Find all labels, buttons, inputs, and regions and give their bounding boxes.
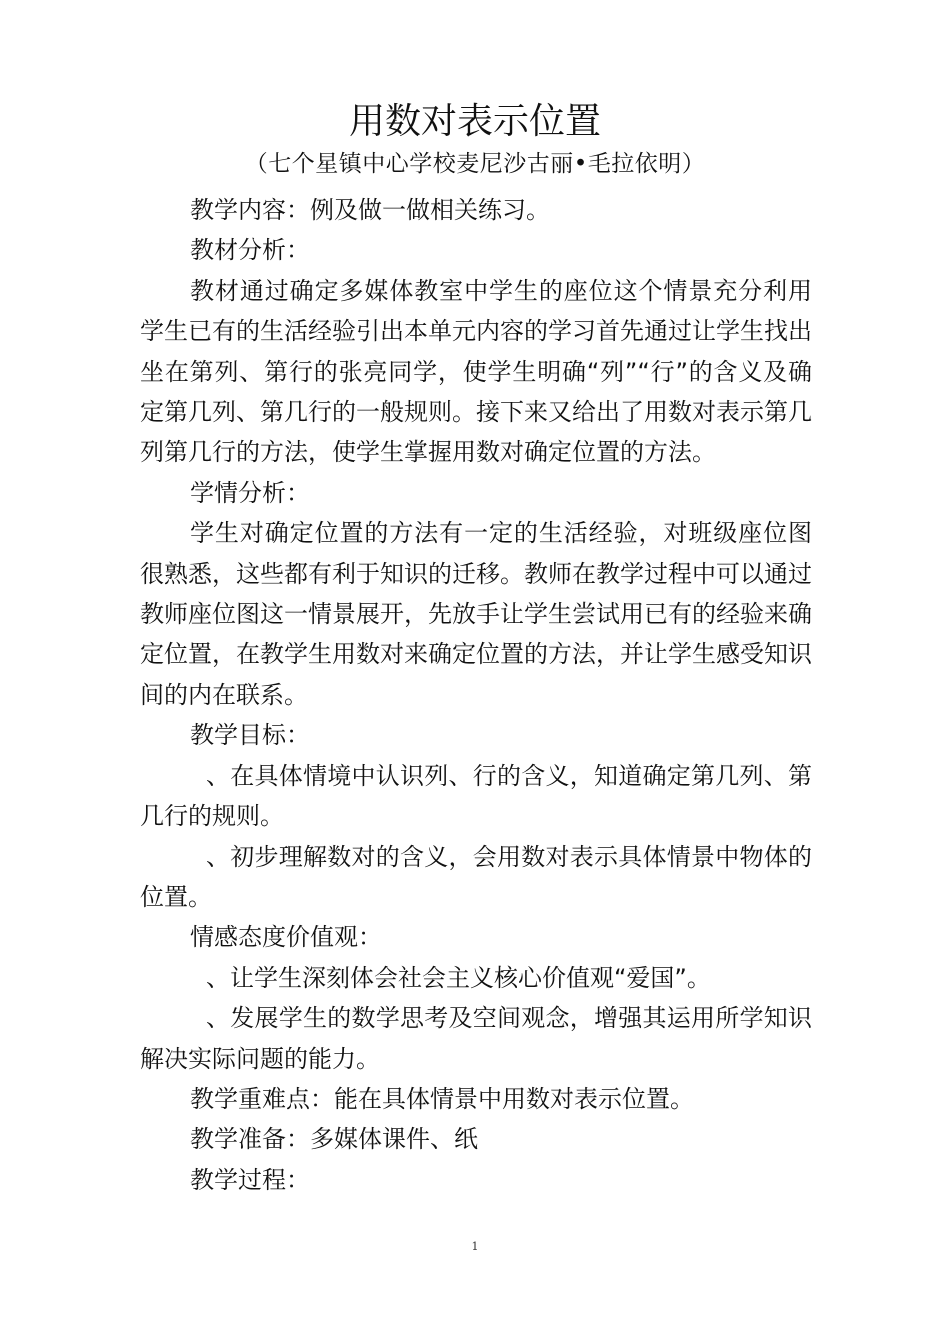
objective-item: 、初步理解数对的含义，会用数对表示具体情景中物体的位置。 bbox=[140, 842, 812, 911]
values-item: 、让学生深刻体会社会主义核心价值观“爱国”。 bbox=[206, 963, 711, 992]
paragraph-material-analysis: 教材通过确定多媒体教室中学生的座位这个情景充分利用学生已有的生活经验引出本单元内容的学习首先通过让学生找出坐在第列、第行的张亮同学，使学生明确“列”“行”的含义及确定第几列、第几行的一般规则。接下来又给出了用数对表示第几列第几行的方法，使学生掌握用数对确定位置的方法。 bbox=[140, 276, 812, 467]
objective-item: 、在具体情境中认识列、行的含义，知道确定第几列、第几行的规则。 bbox=[140, 761, 812, 831]
heading-student-analysis: 学情分析： bbox=[190, 478, 310, 507]
document-title: 用数对表示位置 bbox=[348, 101, 601, 142]
page-number: 1 bbox=[471, 1240, 479, 1253]
document-subtitle: （七个星镇中心学校麦尼沙古丽•毛拉依明） bbox=[244, 151, 706, 177]
heading-material-analysis: 教材分析： bbox=[190, 236, 310, 265]
paragraph-key-points: 教学重难点：能在具体情景中用数对表示位置。 bbox=[190, 1084, 694, 1113]
paragraph-content: 教学内容：例及做一做相关练习。 bbox=[190, 196, 550, 224]
document-body bbox=[140, 190, 812, 1200]
heading-process: 教学过程： bbox=[190, 1165, 310, 1194]
paragraph-student-analysis: 学生对确定位置的方法有一定的生活经验，对班级座位图很熟悉，这些都有利于知识的迁移。教师在教学过程中可以通过教师座位图这一情景展开，先放手让学生尝试用已有的经验来确定位置，在教学生用数对来确定位置的方法，并让学生感受知识间的内在联系。 bbox=[140, 519, 812, 709]
heading-values: 情感态度价值观： bbox=[190, 923, 382, 952]
paragraph-preparation: 教学准备：多媒体课件、纸 bbox=[190, 1125, 478, 1154]
values-item: 、发展学生的数学思考及空间观念，增强其运用所学知识解决实际问题的能力。 bbox=[140, 1004, 812, 1073]
heading-objectives: 教学目标： bbox=[190, 721, 310, 750]
